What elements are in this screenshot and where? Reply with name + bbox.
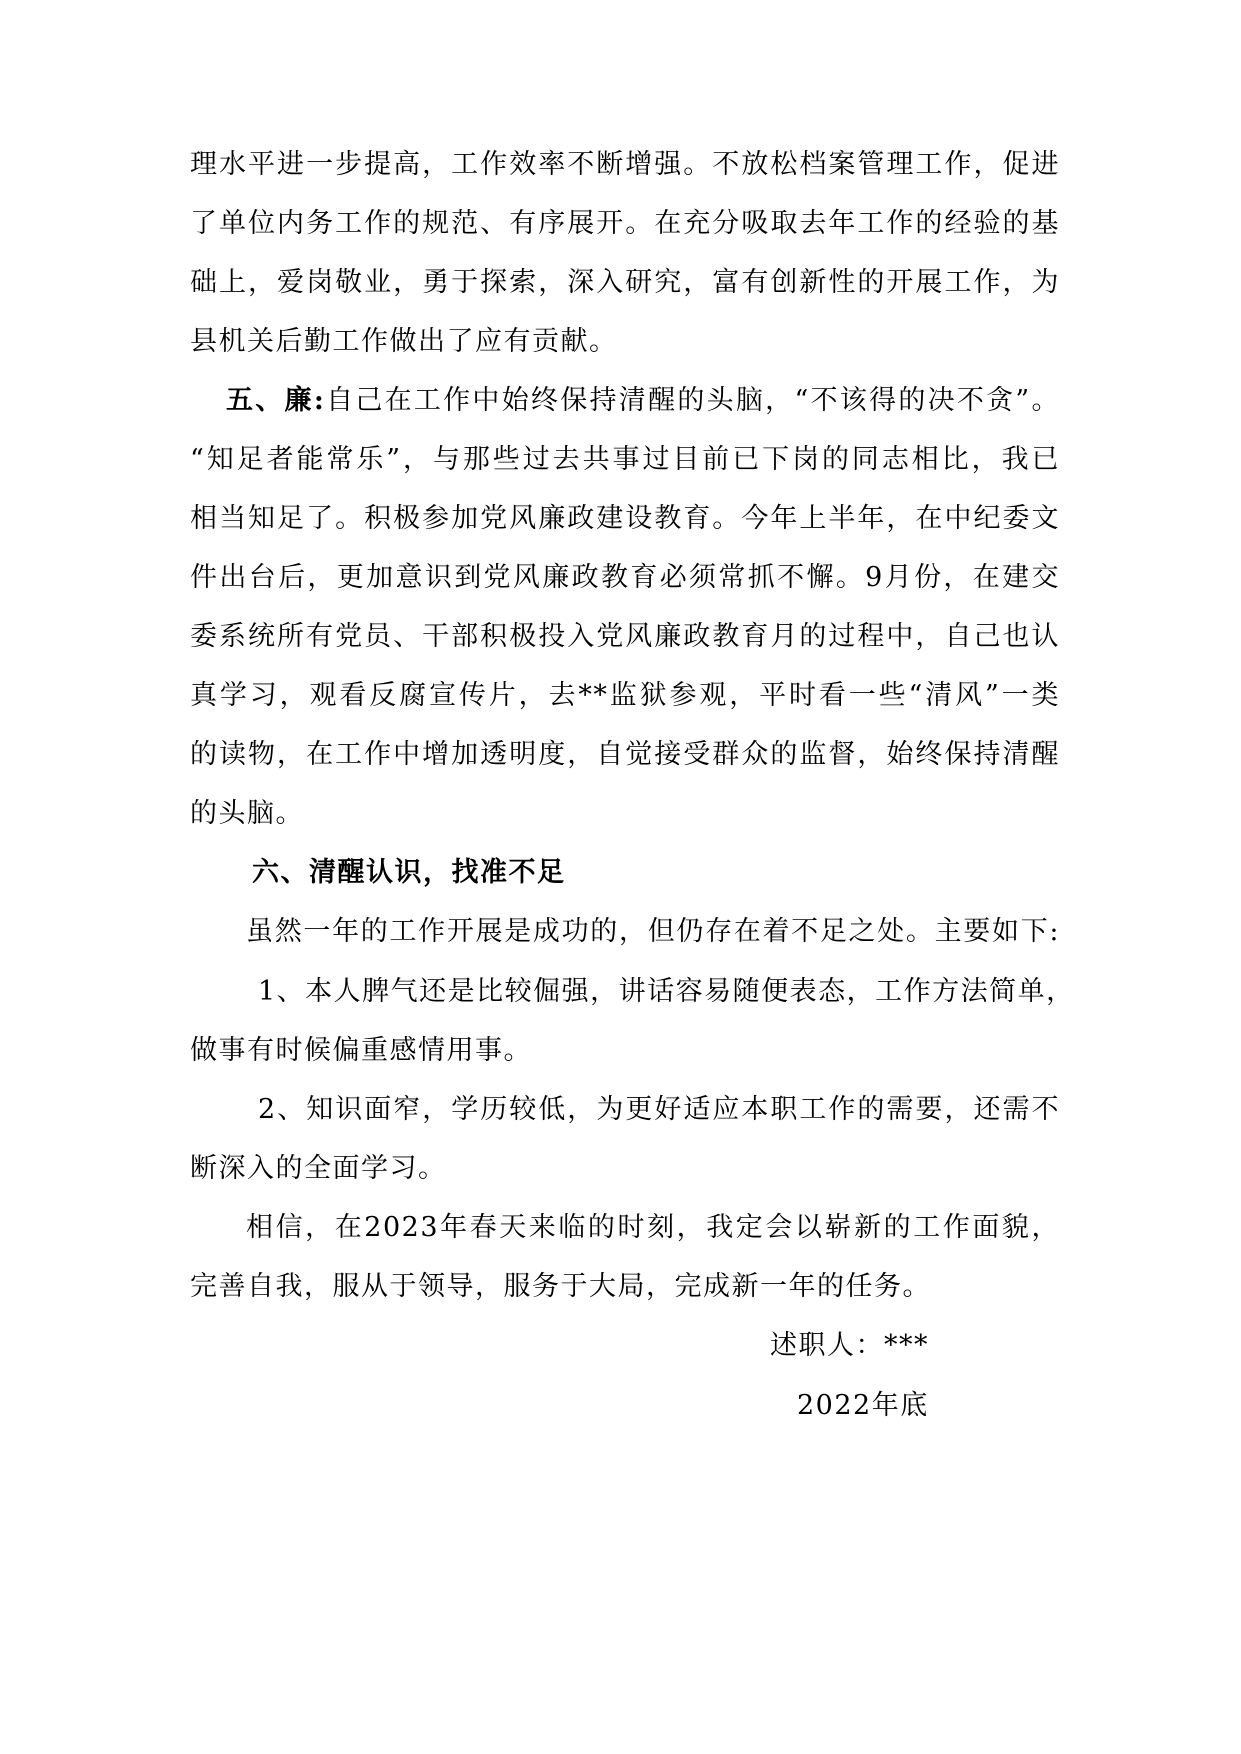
section-5-heading: 五、廉: [226, 385, 326, 416]
closing-line: 相信，在2023年春天来临的时刻，我定会以崭新的工作面貌， [246, 1212, 1060, 1243]
paragraph-line: 的读物，在工作中增加透明度，自觉接受群众的监督，始终保持清醒 [190, 739, 1060, 770]
closing-line: 完善自我，服从于领导，服务于大局，完成新一年的任务。 [190, 1271, 931, 1302]
paragraph-line: 相当知足了。积极参加党风廉政建设教育。今年上半年，在中纪委文 [190, 503, 1060, 534]
paragraph-line: 了单位内务工作的规范、有序展开。在充分吸取去年工作的经验的基 [190, 208, 1060, 239]
paragraph-line: 的头脑。 [190, 798, 304, 829]
section-5-first-line-text: 自己在工作中始终保持清醒的头脑，“不该得的决不贪”。 [325, 385, 1061, 416]
paragraph-line: 件出台后，更加意识到党风廉政教育必须常抓不懈。9月份，在建交 [190, 562, 1060, 593]
paragraph-line: “知足者能常乐”，与那些过去共事过目前已下岗的同志相比，我已 [190, 444, 1060, 475]
section-6-intro: 虽然一年的工作开展是成功的，但仍存在着不足之处。主要如下: [246, 916, 1060, 947]
signature-date: 2022年底 [797, 1390, 929, 1421]
paragraph-line: 委系统所有党员、干部积极投入党风廉政教育月的过程中，自己也认 [190, 621, 1060, 652]
list-item-2-line: 断深入的全面学习。 [190, 1153, 447, 1184]
section-6-heading: 六、清醒认识，找准不足 [252, 857, 566, 888]
section-5-first-line [226, 381, 1060, 421]
paragraph-line: 县机关后勤工作做出了应有贡献。 [190, 326, 618, 357]
signature-name: 述职人：*** [770, 1330, 929, 1361]
paragraph-line: 理水平进一步提高，工作效率不断增强。不放松档案管理工作，促进 [190, 149, 1060, 180]
list-item-1-line: 1、本人脾气还是比较倔强，讲话容易随便表态，工作方法简单， [258, 976, 1075, 1007]
list-item-1-line: 做事有时候偏重感情用事。 [190, 1035, 532, 1066]
paragraph-line: 础上，爱岗敬业，勇于探索，深入研究，富有创新性的开展工作，为 [190, 267, 1060, 298]
list-item-2-line: 2、知识面窄，学历较低，为更好适应本职工作的需要，还需不 [258, 1094, 1060, 1125]
paragraph-line: 真学习，观看反腐宣传片，去**监狱参观，平时看一些“清风”一类 [190, 680, 1060, 711]
